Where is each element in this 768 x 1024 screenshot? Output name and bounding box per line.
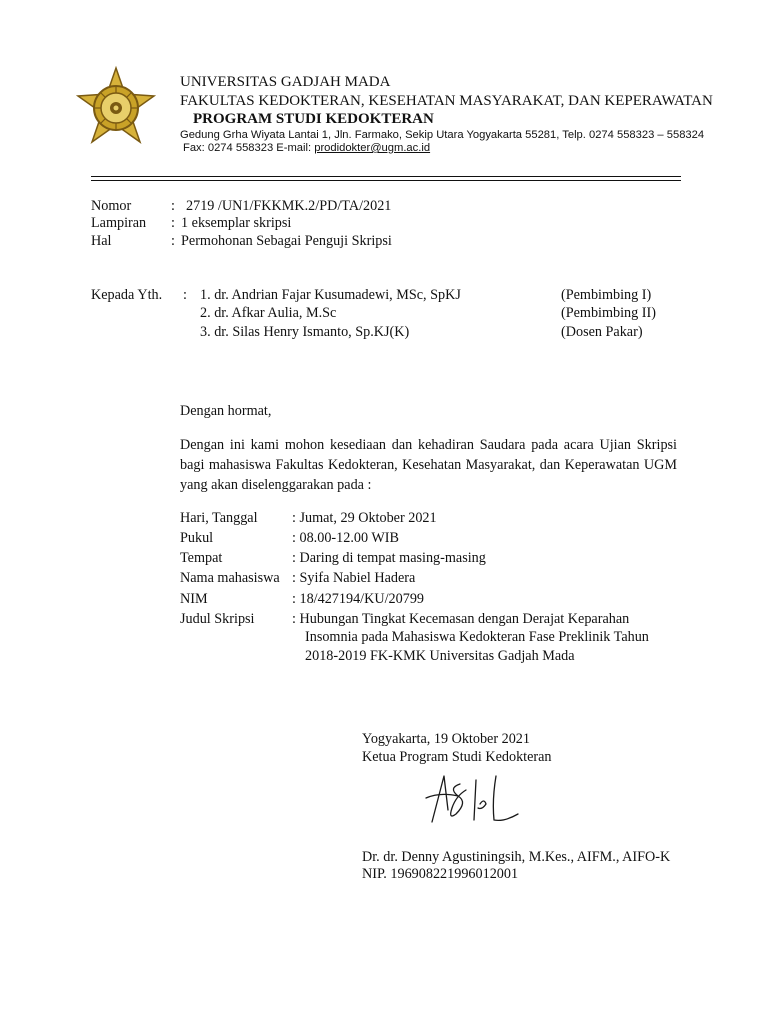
detail-label: Hari, Tanggal	[180, 510, 258, 526]
signer-name: Dr. dr. Denny Agustiningsih, M.Kes., AIFM., AIFO-K	[362, 849, 671, 865]
meta-label-lampiran: Lampiran	[91, 215, 147, 231]
recipient-role: (Pembimbing II)	[561, 305, 656, 321]
thesis-title-line: Insomnia pada Mahasiswa Kedokteran Fase Preklinik Tahun	[305, 629, 649, 645]
place-date: Yogyakarta, 19 Oktober 2021	[362, 731, 530, 747]
ugm-logo	[72, 64, 160, 152]
header-rule-bottom	[91, 180, 681, 181]
thesis-label: Judul Skripsi	[180, 611, 255, 627]
detail-value: : 08.00-12.00 WIB	[292, 530, 399, 546]
meta-value-nomor: 2719 /UN1/FKKMK.2/PD/TA/2021	[186, 198, 392, 214]
recipient-role: (Pembimbing I)	[561, 287, 652, 303]
detail-label: Pukul	[180, 530, 214, 546]
recipient-name: 1. dr. Andrian Fajar Kusumadewi, MSc, SpKJ	[200, 287, 461, 303]
detail-value: : Jumat, 29 Oktober 2021	[292, 510, 437, 526]
university-name: UNIVERSITAS GADJAH MADA	[180, 74, 391, 90]
recipients-label: Kepada Yth.	[91, 287, 163, 303]
handwritten-signature	[418, 770, 528, 830]
signer-nip: NIP. 196908221996012001	[362, 866, 519, 882]
address-line: Gedung Grha Wiyata Lantai 1, Jln. Farmako, Sekip Utara Yogyakarta 55281, Telp. 0274 558323 – 558324	[180, 129, 705, 141]
detail-label: NIM	[180, 591, 208, 607]
meta-sep: :	[171, 198, 175, 214]
email-link[interactable]: prodidokter@ugm.ac.id	[314, 142, 431, 154]
meta-label-hal: Hal	[91, 233, 112, 249]
fax-prefix: Fax: 0274 558323 E-mail:	[183, 142, 312, 154]
meta-value-lampiran: 1 eksemplar skripsi	[181, 215, 292, 231]
detail-label: Nama mahasiswa	[180, 570, 280, 586]
meta-value-hal: Permohonan Sebagai Penguji Skripsi	[181, 233, 392, 249]
detail-value: : 18/427194/KU/20799	[292, 591, 425, 607]
meta-sep: :	[171, 215, 175, 231]
thesis-title-line: : Hubungan Tingkat Kecemasan dengan Derajat Keparahan	[292, 611, 630, 627]
meta-sep: :	[171, 233, 175, 249]
fax-email-line	[183, 141, 430, 155]
signer-position: Ketua Program Studi Kedokteran	[362, 749, 552, 765]
recipient-name: 2. dr. Afkar Aulia, M.Sc	[200, 305, 337, 321]
body-paragraph: Dengan ini kami mohon kesediaan dan kehadiran Saudara pada acara Ujian Skripsi bagi mahasiswa Fakultas Kedokteran, Kesehatan Masyarakat, dan Keperawatan UGM yang akan diselenggarakan pada :	[180, 437, 677, 493]
recipient-role: (Dosen Pakar)	[561, 324, 643, 340]
program-name: PROGRAM STUDI KEDOKTERAN	[193, 111, 434, 127]
faculty-name: FAKULTAS KEDOKTERAN, KESEHATAN MASYARAKAT, DAN KEPERAWATAN	[180, 93, 713, 109]
detail-value: : Daring di tempat masing-masing	[292, 550, 486, 566]
detail-value: : Syifa Nabiel Hadera	[292, 570, 416, 586]
meta-label-nomor: Nomor	[91, 198, 132, 214]
detail-label: Tempat	[180, 550, 223, 566]
recipients-sep: :	[183, 287, 187, 303]
recipient-name: 3. dr. Silas Henry Ismanto, Sp.KJ(K)	[200, 324, 410, 340]
thesis-title-line: 2018-2019 FK-KMK Universitas Gadjah Mada	[305, 648, 575, 664]
header-rule-top	[91, 176, 681, 177]
greeting: Dengan hormat,	[180, 403, 272, 419]
